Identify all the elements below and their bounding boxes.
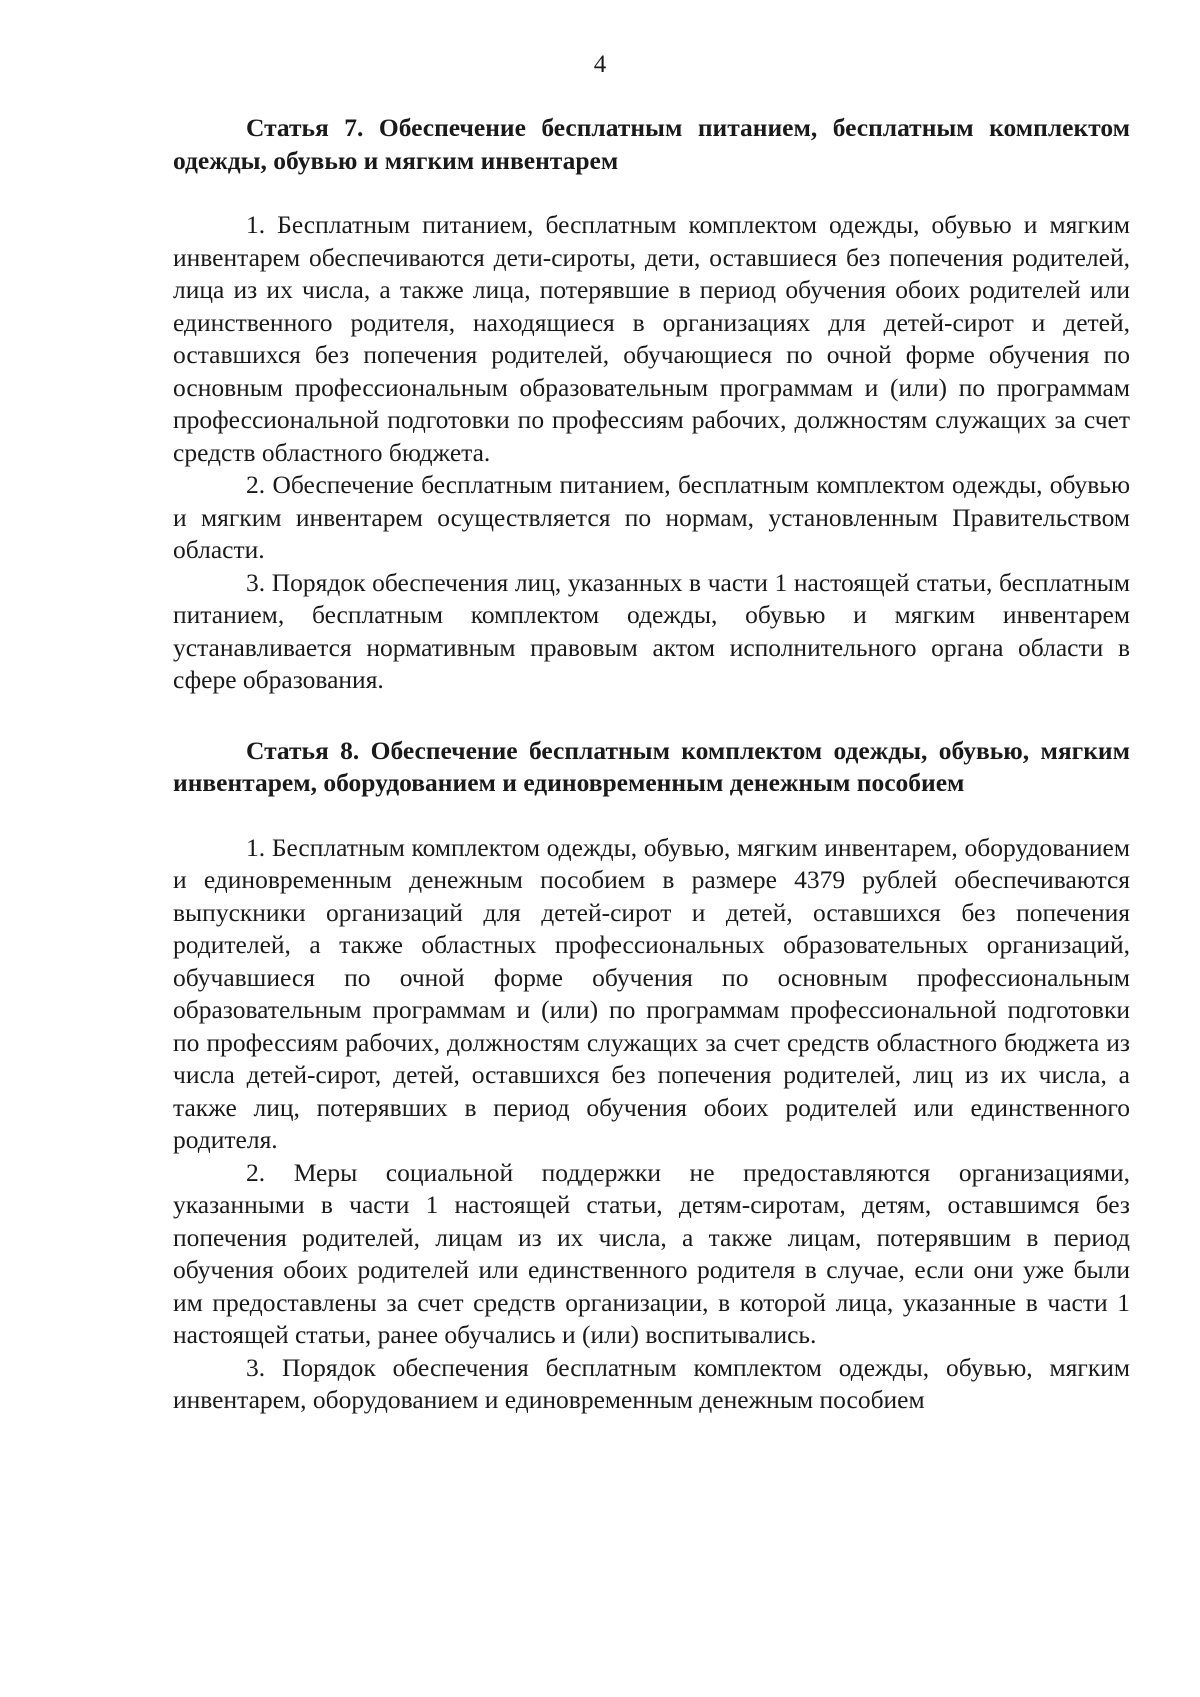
article-8-paragraph-2: 2. Меры социальной поддержки не предоставляются организациями, указанными в части 1 настоящей статьи, детям-сиротам, детям, оставшимся без попечения родителей, лицам из их числа, а также лицам, потерявшим в период обучения обоих родителей или единственного родителя в случае, если они уже были им предоставлены за счет средств организации, в которой лица, указанные в части 1 настоящей статьи, ранее обучались и (или) воспитывались.	[173, 1157, 1130, 1349]
page-number: 4	[593, 51, 607, 78]
article-8-heading: Статья 8. Обеспечение бесплатным комплектом одежды, обувью, мягким инвентарем, оборудованием и единовременным денежным пособием	[173, 735, 1130, 797]
article-7	[173, 112, 1130, 697]
document-body	[173, 112, 1130, 1417]
article-8-paragraph-3: 3. Порядок обеспечения бесплатным комплектом одежды, обувью, мягким инвентарем, оборудованием и единовременным денежным пособием	[173, 1352, 1130, 1414]
spacer	[173, 697, 1130, 735]
article-7-heading: Статья 7. Обеспечение бесплатным питанием, бесплатным комплектом одежды, обувью и мягким инвентарем	[173, 113, 1130, 175]
article-7-paragraph-1: 1. Бесплатным питанием, бесплатным комплектом одежды, обувью и мягким инвентарем обеспечиваются дети-сироты, дети, оставшиеся без попечения родителей, лица из их числа, а также лица, потерявшие в период обучения обоих родителей или единственного родителя, находящиеся в организациях для детей-сирот и детей, оставшихся без попечения родителей, обучающиеся по очной форме обучения по основным профессиональным образовательным программам и (или) по программам профессиональной подготовки по профессиям рабочих, должностям служащих за счет средств областного бюджета.	[173, 210, 1130, 467]
article-7-paragraph-3: 3. Порядок обеспечения лиц, указанных в части 1 настоящей статьи, бесплатным питанием, бесплатным комплектом одежды, обувью и мягким инвентарем устанавливается нормативным правовым актом исполнительного органа области в сфере образования.	[173, 567, 1130, 694]
article-8	[173, 735, 1130, 1417]
spacer	[173, 800, 1130, 832]
article-7-paragraph-2: 2. Обеспечение бесплатным питанием, бесплатным комплектом одежды, обувью и мягким инвентарем осуществляется по нормам, установленным Правительством области.	[173, 470, 1130, 564]
spacer	[173, 177, 1130, 209]
article-8-paragraph-1: 1. Бесплатным комплектом одежды, обувью, мягким инвентарем, оборудованием и единовременным денежным пособием в размере 4379 рублей обеспечиваются выпускники организаций для детей-сирот и детей, оставшихся без попечения родителей, а также областных профессиональных образовательных организаций, обучавшиеся по очной форме обучения по основным профессиональным образовательным программам и (или) по программам профессиональной подготовки по профессиям рабочих, должностям служащих за счет средств областного бюджета из числа детей-сирот, детей, оставшихся без попечения родителей, лиц из их числа, а также лиц, потерявших в период обучения обоих родителей или единственного родителя.	[173, 832, 1130, 1154]
